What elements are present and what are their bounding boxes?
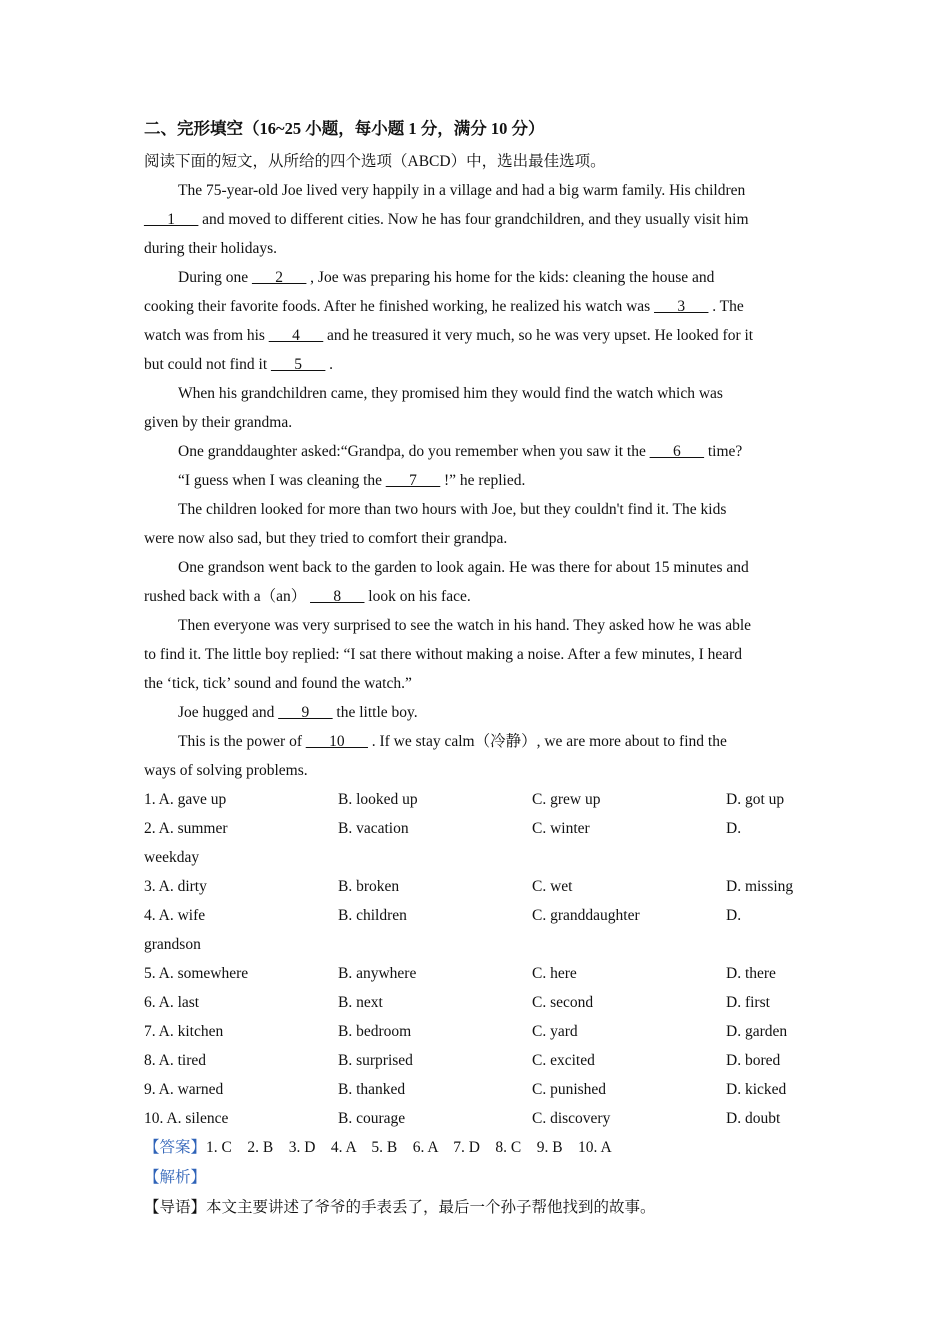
option-b: B. broken [338,878,400,895]
answer-line [144,1133,806,1163]
option-c: C. wet [532,878,573,895]
guide-line [144,1193,806,1223]
option-b: B. surprised [338,1052,413,1069]
analysis-line [144,1163,806,1193]
option-d: D. bored [726,1052,781,1069]
option-d: D. first [726,994,770,1011]
blank-4: ___4___ [268,327,324,344]
options-list [144,785,806,1133]
option-d: D. [726,907,742,924]
option-b: B. next [338,994,383,1011]
option-c: C. grew up [532,791,601,808]
option-c: C. second [532,994,594,1011]
option-a: 5. A. somewhere [144,965,249,982]
blank-1: ___1___ [144,211,199,228]
paragraph-6: The children looked for more than two hours with Joe, but they couldn't find it. The kids were now also sad, but they tried to comfort their grandpa. [144,501,727,547]
option-row [144,1046,806,1075]
option-c: C. punished [532,1081,607,1098]
option-row [144,988,806,1017]
option-d: D. got up [726,791,785,808]
option-a: 9. A. warned [144,1081,224,1098]
answer-label: 【答案】 [144,1139,207,1156]
option-b: B. children [338,907,407,924]
option-row [144,1104,806,1133]
guide-label: 【导语】 [144,1199,207,1216]
option-row [144,785,806,814]
analysis-label: 【解析】 [144,1169,207,1186]
option-d: D. doubt [726,1110,781,1127]
paragraph-10: This is the power of ___10___ . If we stay calm（冷静）, we are more about to find the ways of solving problems. [144,733,727,779]
option-a: 1. A. gave up [144,791,227,808]
option-wrap: grandson [144,936,201,953]
blank-9: ___9___ [278,704,333,721]
option-row [144,1075,806,1104]
option-b: B. thanked [338,1081,406,1098]
option-a: 8. A. tired [144,1052,206,1069]
option-c: C. winter [532,820,590,837]
paragraph-9: Joe hugged and ___9___ the little boy. [178,704,418,721]
answer-text: 1. C 2. B 3. D 4. A 5. B 6. A 7. D 8. C 9. B 10. A [206,1139,612,1156]
blank-6: ___6___ [649,443,704,460]
option-b: B. courage [338,1110,406,1127]
option-b: B. vacation [338,820,409,837]
option-a: 3. A. dirty [144,878,207,895]
option-a: 10. A. silence [144,1110,229,1127]
guide-text: 本文主要讲述了爷爷的手表丢了，最后一个孙子帮他找到的故事。 [206,1199,656,1216]
option-row [144,959,806,988]
option-c: C. granddaughter [532,907,640,924]
option-b: B. anywhere [338,965,417,982]
option-row [144,1017,806,1046]
option-a: 4. A. wife [144,907,206,924]
option-c: C. yard [532,1023,578,1040]
option-c: C. here [532,965,577,982]
option-c: C. discovery [532,1110,611,1127]
option-wrap: weekday [144,849,200,866]
document-page [144,115,806,1223]
blank-5: ___5___ [271,356,326,373]
option-d: D. there [726,965,776,982]
paragraph-8: Then everyone was very surprised to see the watch in his hand. They asked how he was able to find it. The little boy replied: “I sat there without making a noise. After a few minutes, I heard the ‘tick, tick’ sound and found the watch.” [144,617,752,692]
paragraph-4: One granddaughter asked:“Grandpa, do you remember when you saw it the ___6___ time? [178,443,743,460]
option-d: D. [726,820,742,837]
option-b: B. looked up [338,791,418,808]
blank-7: ___7___ [385,472,441,489]
paragraph-5: “I guess when I was cleaning the ___7___ !” he replied. [178,472,526,489]
option-row [144,901,806,930]
paragraph-7: One grandson went back to the garden to look again. He was there for about 15 minutes and rushed back with a（an） ___8___ look on his face. [144,559,749,605]
option-row [144,814,806,843]
option-c: C. excited [532,1052,595,1069]
option-d: D. missing [726,878,794,895]
paragraph-3: When his grandchildren came, they promised him they would find the watch which was given by their grandma. [144,385,723,431]
option-d: D. kicked [726,1081,787,1098]
option-d: D. garden [726,1023,788,1040]
option-row [144,872,806,901]
instruction: 阅读下面的短文，从所给的四个选项（ABCD）中，选出最佳选项。 [144,153,606,170]
option-a: 6. A. last [144,994,200,1011]
blank-8: ___8___ [310,588,365,605]
blank-10: ___10___ [305,733,368,750]
paragraph-1: The 75-year-old Joe lived very happily in a village and had a big warm family. His children ___1___ and moved to different cities. Now he has four grandchildren, and they usually visit him during their holidays. [144,182,749,257]
blank-2: ___2___ [252,269,307,286]
option-a: 7. A. kitchen [144,1023,224,1040]
section-title: 二、完形填空（16~25 小题，每小题 1 分，满分 10 分） [144,119,545,138]
option-a: 2. A. summer [144,820,228,837]
blank-3: ___3___ [654,298,709,315]
option-b: B. bedroom [338,1023,412,1040]
paragraph-2: During one ___2___ , Joe was preparing his home for the kids: cleaning the house and cooking their favorite foods. After he finished working, he realized his watch was ___3___ . The watch was from his ___4___ and he treasured it very much, so he was very upset. He looked for it but could not find it ___5___ . [144,269,754,373]
